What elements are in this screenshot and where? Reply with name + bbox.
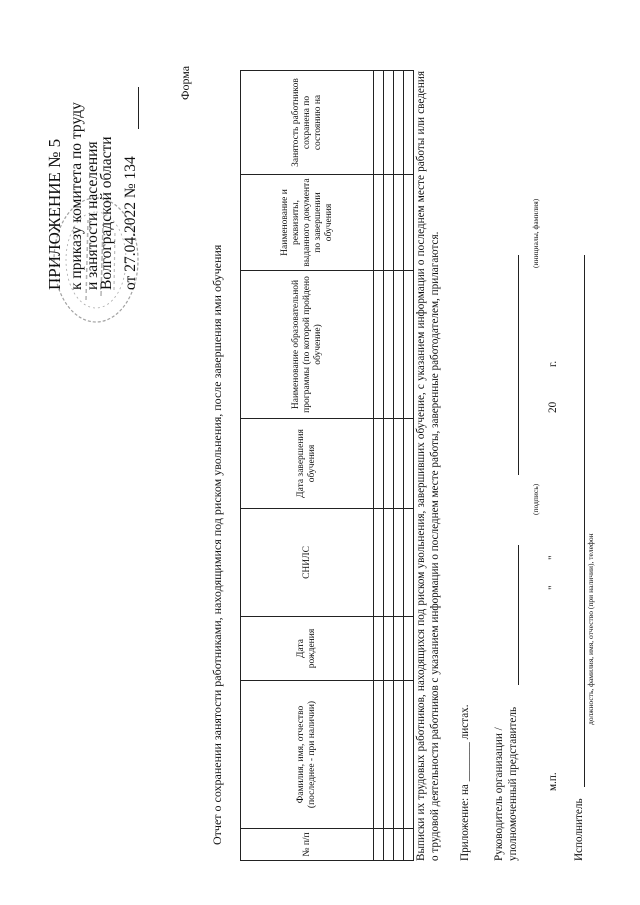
- header-line-1: к приказу комитета по труду: [68, 102, 85, 290]
- rotated-document-page: [40, 25, 600, 875]
- executor-caption: должность, фамилия, имя, отчество (при наличии), телефон: [586, 533, 595, 725]
- table-row: [384, 71, 394, 861]
- form-label: Форма: [178, 65, 192, 100]
- order-date-line: от 27.04.2022 № 134: [122, 156, 139, 290]
- column-header: Дата рождения: [241, 617, 374, 681]
- column-header: Дата завершения обучения: [241, 419, 374, 509]
- table-row: [394, 71, 404, 861]
- date-underline: [138, 87, 139, 129]
- attachment-count: Приложение: на _______ листах.: [459, 704, 471, 861]
- table-row: [374, 71, 384, 861]
- table-header-row: [241, 71, 374, 861]
- report-table: [240, 70, 414, 861]
- head-label-1: Руководитель организации /: [493, 727, 505, 861]
- column-header: Фамилия, имя, отчество (последнее - при наличии): [241, 681, 374, 829]
- signature-line: [518, 545, 519, 685]
- date-year-prefix: 20: [547, 401, 559, 413]
- header-line-3: Волгоградской области: [98, 136, 115, 290]
- column-header: Наименование образовательной программы (по которой пройдено обучение): [241, 271, 374, 419]
- date-quote-open: ": [547, 585, 559, 590]
- signature-caption: (подпись): [531, 483, 540, 515]
- initials-line: [518, 255, 519, 475]
- executor-line: [584, 255, 585, 787]
- executor-label: Исполнитель: [573, 798, 585, 861]
- head-label-2: уполномоченный представитель: [507, 706, 519, 861]
- column-header: № п/п: [241, 829, 374, 861]
- date-year-suffix: г.: [547, 360, 559, 367]
- report-title: Отчет о сохранении занятости работниками, находящимися под риском увольнения, после завершения ими обучения: [210, 244, 224, 845]
- column-header: СНИЛС: [241, 509, 374, 617]
- seal-place: м.п.: [547, 772, 559, 791]
- date-quote-close: ": [547, 555, 559, 560]
- initials-caption: (инициалы, фамилия): [531, 198, 540, 268]
- table-row: [404, 71, 414, 861]
- appendix-number: ПРИЛОЖЕНИЕ № 5: [45, 138, 64, 290]
- column-header: Занятость работников сохранена по состоянию на: [241, 71, 374, 175]
- header-line-2: и занятости населения: [84, 141, 101, 290]
- column-header: Наименование и реквизиты, выданного документа по завершении обучения: [241, 175, 374, 271]
- attachment-paragraph: Выписки их трудовых работников, находящихся под риском увольнения, завершивших обучение, с указанием информации о последнем месте работы или сведения о трудовой деятельности работников с указанием информации о последнем месте работы, заверенные работодателем, прилагаются.: [415, 71, 441, 861]
